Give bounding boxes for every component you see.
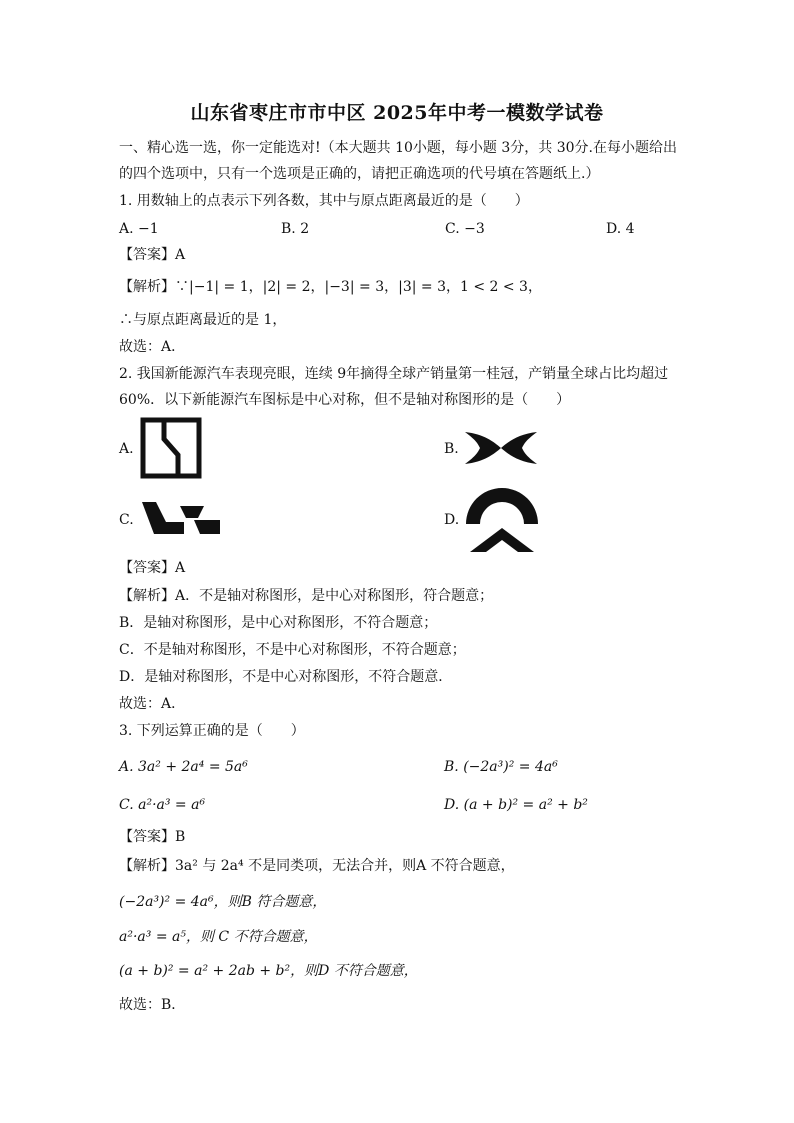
- q2-analysis-a: 【解析】A．不是轴对称图形，是中心对称图形，符合题意；: [119, 588, 494, 604]
- q1-option-a: A. −1: [119, 221, 159, 237]
- q2-answer: 【答案】A: [119, 560, 186, 576]
- q1-option-b: B. 2: [281, 221, 310, 237]
- q2-option-b-label: B.: [444, 441, 459, 457]
- q1-conclusion: 故选：A．: [119, 339, 186, 355]
- q3-stem: 3. 下列运算正确的是（ ）: [119, 723, 305, 739]
- q1-answer: 【答案】A: [119, 247, 186, 263]
- page-title: 山东省枣庄市市中区 2025年中考一模数学试卷: [190, 102, 604, 124]
- q3-option-b: B. (−2a³)² = 4a⁶: [444, 759, 558, 775]
- q3-analysis-line2: (−2a³)² = 4a⁶，则B 符合题意，: [119, 894, 327, 910]
- q2-analysis-b: B．是轴对称图形，是中心对称图形，不符合题意；: [119, 615, 438, 631]
- q2-option-c-label: C.: [119, 512, 134, 528]
- logo-option-d-icon: [464, 484, 540, 554]
- logo-option-b-icon: [464, 430, 538, 466]
- q3-option-d: D. (a + b)² = a² + b²: [444, 797, 588, 813]
- q2-option-a-label: A.: [119, 441, 134, 457]
- q2-stem-line2: 60%．以下新能源汽车图标是中心对称，但不是轴对称图形的是（ ）: [119, 392, 571, 408]
- q3-conclusion: 故选：B．: [119, 997, 186, 1013]
- q2-analysis-c: C．不是轴对称图形，不是中心对称图形，不符合题意；: [119, 642, 466, 658]
- q2-stem-line1: 2. 我国新能源汽车表现亮眼，连续 9年摘得全球产销量第一桂冠，产销量全球占比均超过: [119, 366, 669, 382]
- q3-answer: 【答案】B: [119, 829, 186, 845]
- q1-analysis-line2: ∴与原点距离最近的是 1，: [119, 312, 287, 328]
- section-instructions-line2: 的四个选项中，只有一个选项是正确的，请把正确选项的代号填在答题纸上.）: [119, 166, 600, 182]
- q3-analysis-line3: a²·a³ = a⁵，则 C 不符合题意，: [119, 929, 318, 945]
- q3-analysis-line4: (a + b)² = a² + 2ab + b²，则D 不符合题意，: [119, 963, 418, 979]
- q1-option-c: C. −3: [445, 221, 485, 237]
- q1-analysis: 【解析】∵|−1| = 1，|2| = 2，|−3| = 3，|3| = 3，1 < 2 < 3，: [119, 279, 542, 295]
- q3-analysis-line1: 【解析】3a² 与 2a⁴ 不是同类项，无法合并，则A 不符合题意，: [119, 858, 515, 874]
- q2-analysis-d: D．是轴对称图形，不是中心对称图形，不符合题意．: [119, 669, 453, 685]
- q1-option-d: D. 4: [606, 221, 635, 237]
- section-instructions-line1: 一、精心选一选，你一定能选对!（本大题共 10小题，每小题 3分，共 30分.在每小题给出: [119, 140, 677, 156]
- q3-option-a: A. 3a² + 2a⁴ = 5a⁶: [119, 759, 248, 775]
- q2-option-d-label: D.: [444, 512, 460, 528]
- logo-option-a-icon: [140, 417, 202, 479]
- q1-stem: 1. 用数轴上的点表示下列各数，其中与原点距离最近的是（ ）: [119, 193, 529, 209]
- logo-option-c-icon: [140, 500, 222, 536]
- q2-conclusion: 故选：A．: [119, 696, 186, 712]
- q3-option-c: C. a²·a³ = a⁶: [119, 797, 206, 813]
